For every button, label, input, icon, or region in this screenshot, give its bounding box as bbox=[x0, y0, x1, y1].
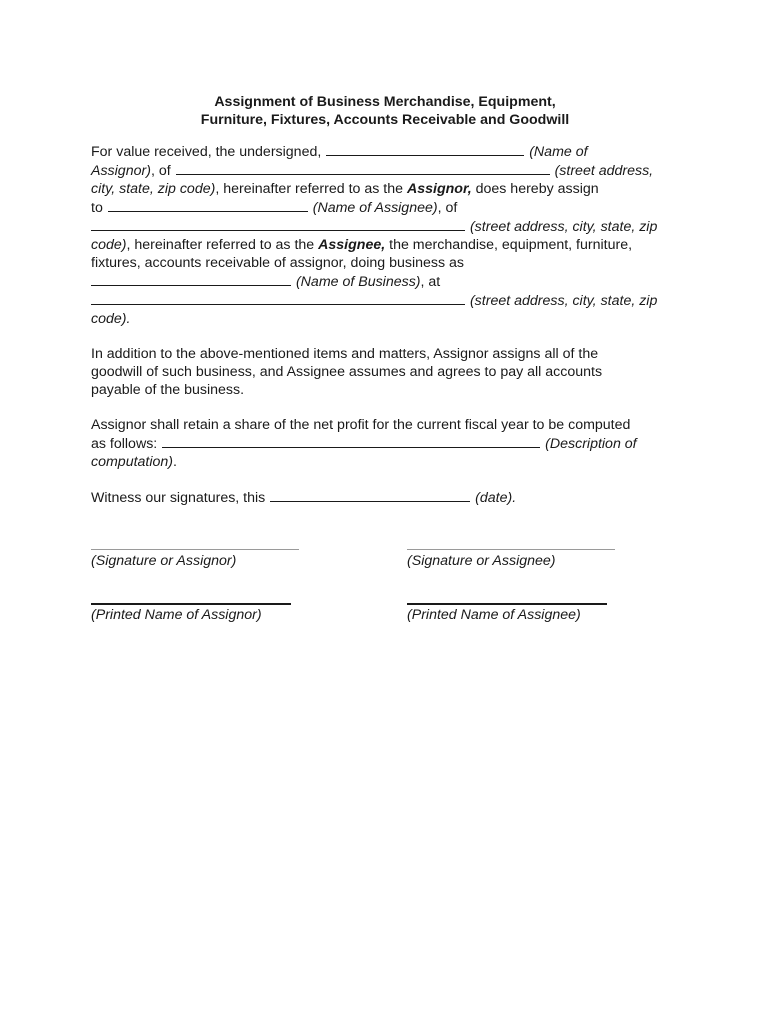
paragraph-witness bbox=[91, 488, 691, 507]
name-of-business-blank[interactable] bbox=[91, 272, 291, 286]
business-address-blank[interactable] bbox=[91, 291, 465, 305]
assignor-address-blank[interactable] bbox=[176, 161, 550, 175]
placeholder-label: (street address, city, state, zip bbox=[469, 219, 658, 235]
text: does hereby assign bbox=[475, 181, 599, 197]
placeholder-label: (Name of Business) bbox=[295, 274, 421, 290]
assignee-term: Assignee, bbox=[318, 237, 386, 253]
name-of-assignor-blank[interactable] bbox=[326, 142, 524, 156]
text-line: Assignor shall retain a share of the net profit for the current fiscal year to be computed bbox=[91, 417, 631, 433]
text: as follows: bbox=[91, 436, 158, 452]
text: For value received, the undersigned, bbox=[91, 144, 322, 160]
placeholder-label: Assignor) bbox=[91, 163, 151, 179]
assignor-printed-name-label: (Printed Name of Assignor) bbox=[91, 607, 262, 623]
placeholder-label: (street address, bbox=[554, 163, 654, 179]
assignor-signature-label: (Signature or Assignor) bbox=[91, 553, 237, 569]
text: , of bbox=[150, 163, 171, 179]
paragraph-net-profit bbox=[91, 416, 691, 471]
text: to bbox=[91, 200, 103, 216]
placeholder-label: (Name of bbox=[529, 144, 588, 160]
text: fixtures, accounts receivable of assignor, doing business as bbox=[91, 255, 465, 271]
date-blank[interactable] bbox=[270, 488, 470, 502]
assignor-term: Assignor, bbox=[406, 181, 472, 197]
document-body bbox=[91, 142, 691, 524]
assignor-signature-line[interactable] bbox=[91, 549, 299, 550]
placeholder-label: (Name of Assignee) bbox=[312, 200, 438, 216]
text-line: goodwill of such business, and Assignee assumes and agrees to pay all accounts bbox=[91, 364, 603, 380]
title-line-1: Assignment of Business Merchandise, Equipment, bbox=[214, 94, 556, 110]
assignee-signature-line[interactable] bbox=[407, 549, 615, 550]
document-title bbox=[0, 94, 770, 129]
placeholder-label: (Description of bbox=[545, 436, 637, 452]
placeholder-label: (street address, city, state, zip bbox=[469, 293, 658, 309]
paragraph-assignment bbox=[91, 142, 691, 328]
computation-description-blank[interactable] bbox=[162, 434, 540, 448]
assignee-printed-name-line[interactable] bbox=[407, 603, 607, 605]
placeholder-label: (date). bbox=[475, 490, 517, 506]
text: Witness our signatures, this bbox=[91, 490, 266, 506]
assignee-address-blank[interactable] bbox=[91, 217, 465, 231]
paragraph-goodwill bbox=[91, 345, 691, 399]
assignee-signature-label: (Signature or Assignee) bbox=[407, 553, 556, 569]
placeholder-label: code) bbox=[91, 237, 127, 253]
text: , hereinafter referred to as the bbox=[215, 181, 404, 197]
text: , of bbox=[437, 200, 458, 216]
text-line: payable of the business. bbox=[91, 382, 245, 398]
text: the merchandise, equipment, furniture, bbox=[389, 237, 633, 253]
assignor-printed-name-line[interactable] bbox=[91, 603, 291, 605]
text: . bbox=[173, 454, 177, 470]
text: , at bbox=[420, 274, 441, 290]
assignee-printed-name-label: (Printed Name of Assignee) bbox=[407, 607, 581, 623]
placeholder-label: code). bbox=[91, 311, 131, 327]
placeholder-label: computation) bbox=[91, 454, 174, 470]
text: , hereinafter referred to as the bbox=[126, 237, 315, 253]
name-of-assignee-blank[interactable] bbox=[108, 198, 308, 212]
title-line-2: Furniture, Fixtures, Accounts Receivable and Goodwill bbox=[200, 111, 570, 128]
text-line: In addition to the above-mentioned items and matters, Assignor assigns all of the bbox=[91, 346, 599, 362]
placeholder-label: city, state, zip code) bbox=[91, 181, 216, 197]
